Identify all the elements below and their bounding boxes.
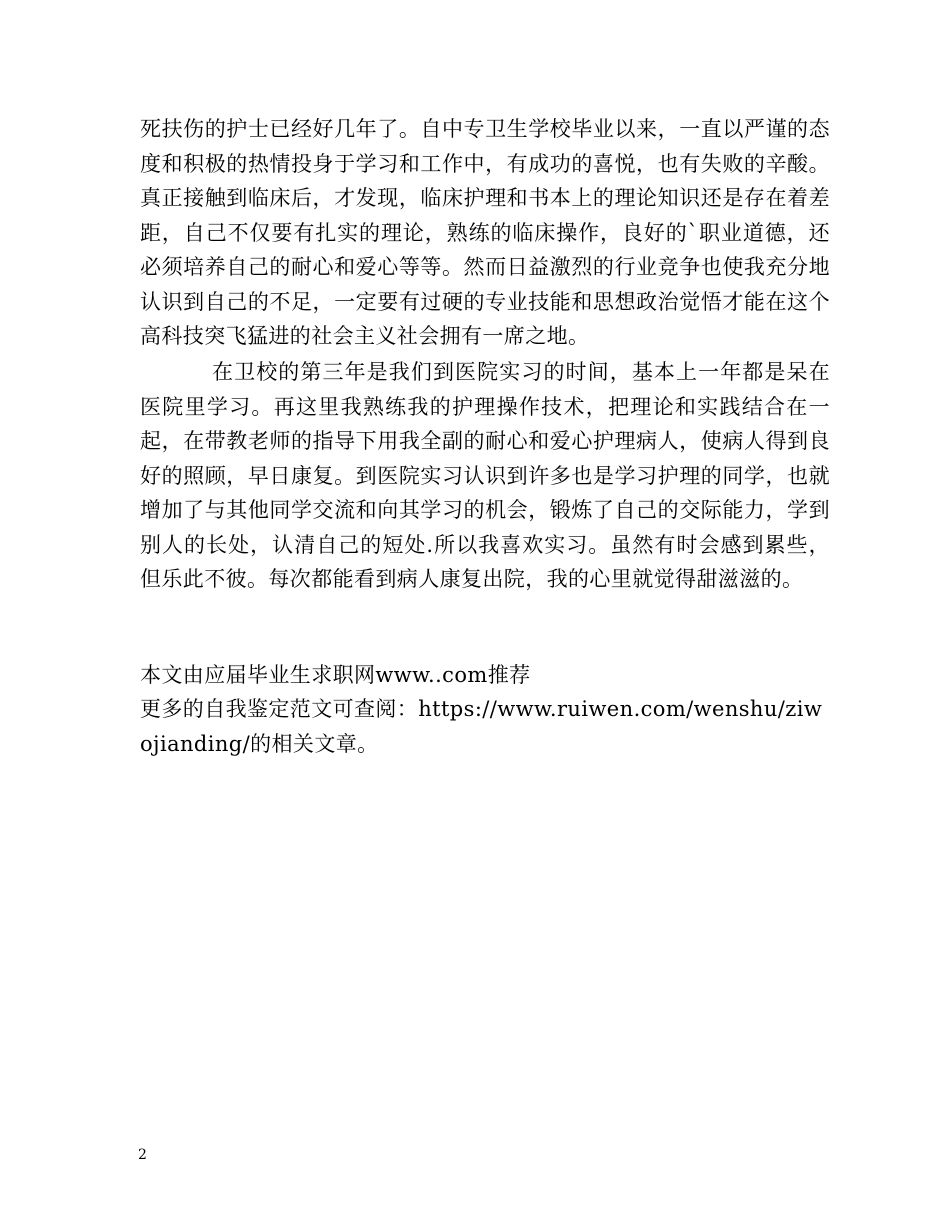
source-note: 本文由应届毕业生求职网www..com推荐	[140, 663, 531, 687]
more-articles-note: 更多的自我鉴定范文可查阅：https://www.ruiwen.com/wenshu/ziwojianding/的相关文章。	[140, 697, 823, 756]
body-paragraph-2: 在卫校的第三年是我们到医院实习的时间，基本上一年都是呆在医院里学习。再这里我熟练我的护理操作技术，把理论和实践结合在一起，在带教老师的指导下用我全副的耐心和爱心护理病人，使病人得到良好的照顾，早日康复。到医院实习认识到许多也是学习护理的同学，也就增加了与其他同学交流和向其学习的机会，锻炼了自己的交际能力，学到别人的长处，认清自己的短处.所以我喜欢实习。虽然有时会感到累些，但乐此不彼。每次都能看到病人康复出院，我的心里就觉得甜滋滋的。	[140, 360, 830, 591]
body-paragraph-1: 死扶伤的护士已经好几年了。自中专卫生学校毕业以来，一直以严谨的态度和积极的热情投身于学习和工作中，有成功的喜悦，也有失败的辛酸。真正接触到临床后，才发现，临床护理和书本上的理论知识还是存在着差距，自己不仅要有扎实的理论，熟练的临床操作，良好的`职业道德，还必须培养自己的耐心和爱心等等。然而日益激烈的行业竞争也使我充分地认识到自己的不足，一定要有过硬的专业技能和思想政治觉悟才能在这个高科技突飞猛进的社会主义社会拥有一席之地。	[140, 117, 830, 348]
page-number: 2	[138, 1147, 147, 1163]
